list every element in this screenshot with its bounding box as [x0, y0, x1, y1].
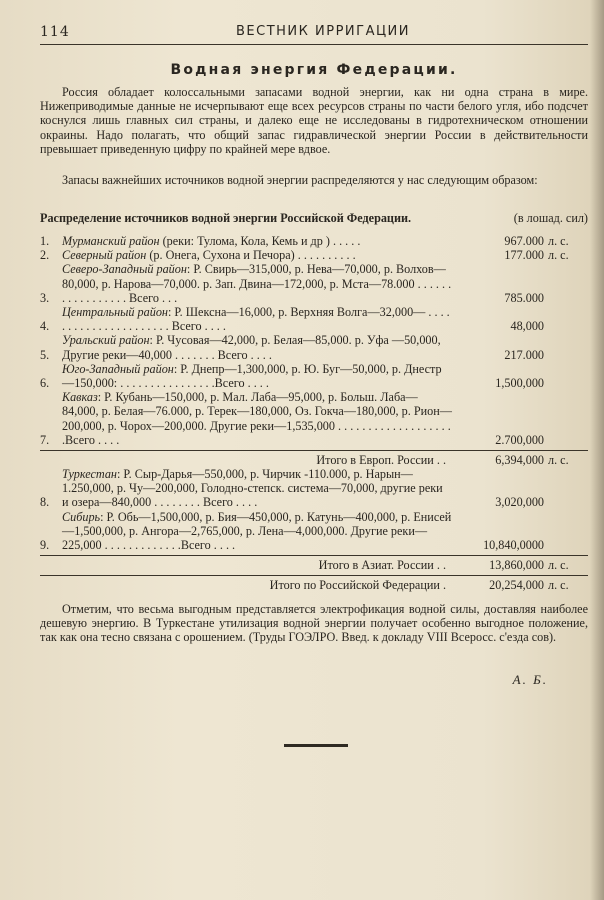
region-value: 2.700,000: [495, 432, 544, 447]
region-row: [40, 234, 588, 248]
page-number: 114: [40, 24, 70, 40]
region-description: [62, 390, 452, 447]
region-number: 8.: [40, 495, 50, 510]
asia-total-value: 13,860,000: [489, 558, 544, 573]
region-row: [40, 248, 588, 262]
region-number: 6.: [40, 376, 50, 391]
federation-total-row: [40, 575, 588, 592]
region-value: 3,020,000: [495, 495, 544, 510]
asia-total-unit: л. с.: [548, 558, 569, 573]
article-title: Водная энергия Федерации.: [170, 62, 458, 78]
conclusion-paragraph: Отметим, что весьма выгодным представляется электрофикация водной силы, доставляя наиболее дешевую энергию. В Туркестане утилизация водной энергии получает особенно выгодное положение, так как она тесно связана с орошением. (Труды ГОЭЛРО. Введ. к докладу VIII Всеросс. с'езда сов).: [40, 602, 588, 645]
region-name: Центральный район: [62, 305, 168, 320]
region-rivers: : Р. Обь—1,500,000, р. Бия—450,000, р. Катунь—400,000, р. Енисей—1,500,000, р. Ангора—2,765,000, р. Лена—4,000,000. Другие реки—225,000 . . . . . . . . . . . . .Всего . . . .: [62, 509, 452, 553]
page-edge-shadow: [590, 0, 604, 900]
region-description: [62, 305, 452, 333]
europe-rows: [40, 234, 588, 447]
lead-paragraph: Запасы важнейших источников водной энергии распределяются у нас следующим образом:: [62, 173, 538, 187]
europe-total-value: 6,394,000: [495, 453, 544, 468]
asia-rows: [40, 467, 588, 552]
region-value: 785.000: [504, 290, 544, 305]
region-description: [62, 362, 452, 390]
region-number: 2.: [40, 248, 50, 263]
region-row: [40, 333, 588, 361]
region-number: 5.: [40, 347, 50, 362]
federation-total-value: 20,254,000: [489, 578, 544, 593]
region-description: [62, 262, 452, 305]
region-row: [40, 467, 588, 510]
asia-total-label: Итого в Азиат. России . .: [318, 558, 446, 573]
region-description: [62, 333, 452, 361]
region-rivers: : Р. Днепр—1,300,000, р. Ю. Буг—50,000, р. Днестр—150,000: . . . . . . . . . . . . . . . .Всего . . . .: [62, 361, 442, 391]
region-description: [62, 248, 452, 262]
table-caption: [40, 211, 588, 226]
region-name: Мурманский район: [62, 234, 160, 248]
region-row: [40, 305, 588, 333]
region-rivers: (реки: Тулома, Кола, Кемь и др ) . . . . .: [159, 234, 361, 248]
region-name: Северный район: [62, 248, 147, 263]
region-number: 7.: [40, 432, 50, 447]
intro-paragraph: Россия обладает колоссальными запасами водной энергии, как ни одна страна в мире. Нижеприводимые данные не исчерпывают еще всех ресурсов страны по части белого угля, ибо подсчет коснулся лишь главных сил страны, и далеко еще не исследованы в гидротехническом отношении окраины. Надо полагать, что общий запас гидравлической энергии России в действительности превышает приведенную цифру по крайней мере вдвое.: [40, 85, 588, 156]
region-unit: л. с.: [548, 248, 569, 263]
region-name: Сибирь: [62, 509, 101, 524]
region-name: Кавказ: [62, 390, 98, 405]
region-name: Юго-Западный район: [62, 361, 174, 376]
europe-total-label: Итого в Европ. России . .: [316, 453, 446, 468]
region-value: 10,840,0000: [483, 538, 544, 553]
table-caption-text: Распределение источников водной энергии Российской Федерации.: [40, 211, 412, 225]
region-row: [40, 390, 588, 447]
region-value: 217.000: [504, 347, 544, 362]
region-name: Уральский район: [62, 333, 150, 348]
region-description: [62, 467, 452, 510]
region-description: [62, 510, 452, 553]
region-row: [40, 262, 588, 305]
region-value: 1,500,000: [495, 376, 544, 391]
europe-total-row: [40, 450, 588, 467]
region-number: 3.: [40, 290, 50, 305]
europe-total-unit: л. с.: [548, 453, 569, 468]
region-number: 1.: [40, 234, 50, 248]
region-rivers: (р. Онега, Сухона и Печора) . . . . . . . . . .: [146, 248, 356, 263]
region-number: 4.: [40, 319, 50, 334]
region-row: [40, 510, 588, 553]
federation-total-unit: л. с.: [548, 578, 569, 593]
region-name: Северо-Западный район: [62, 262, 187, 277]
federation-total-label: Итого по Российской Федерации .: [269, 578, 446, 593]
journal-title: ВЕСТНИК ИРРИГАЦИИ: [236, 24, 411, 39]
region-rivers: : Р. Кубань—150,000, р. Мал. Лаба—95,000, р. Больш. Лаба—84,000, р. Белая—76.000, р. Терек—180,000, Оз. Гокча—180,000, р. Рион—200,000, р. Чорох—200,000. Другие реки—1,535,000 . . . . . . . . . . . . . . . . . . . .Всего . . . .: [62, 390, 452, 447]
region-rivers: : Р. Шексна—16,000, р. Верхняя Волга—32,000— . . . . . . . . . . . . . . . . . . . . . . Всего . . . .: [62, 305, 450, 334]
region-description: [62, 234, 452, 248]
region-value: 177.000: [504, 248, 544, 263]
region-value: 967.000: [504, 234, 544, 248]
author-signature: А. Б.: [512, 672, 548, 687]
running-header: [40, 22, 588, 45]
region-number: 9.: [40, 538, 50, 553]
asia-total-row: [40, 555, 588, 572]
region-rivers: : Р. Сыр-Дарья—550,000, р. Чирчик -110.000, р. Нарын—1.250,000, р. Чу—200,000, Голодно-степск. система—70,000, другие реки и озера—840,000 . . . . . . . . Всего . . . .: [62, 467, 443, 510]
region-value: 48,000: [510, 319, 544, 334]
region-rivers: : Р. Свирь—315,000, р. Нева—70,000, р. Волхов—80,000, р. Нарова—70,000. р. Зап. Двина—172,000, р. Мста—78.000 . . . . . . . . . . . . . . . . . Всего . . .: [62, 262, 452, 305]
region-unit: л. с.: [548, 234, 569, 248]
region-row: [40, 362, 588, 390]
region-rivers: : Р. Чусовая—42,000, р. Белая—85,000. р. Уфа —50,000, Другие реки—40,000 . . . . . . . Всего . . . .: [62, 333, 441, 362]
energy-table: [40, 234, 588, 592]
closing-rule: [284, 744, 348, 747]
region-name: Туркестан: [62, 467, 117, 482]
table-unit: (в лошад. сил): [513, 211, 588, 225]
